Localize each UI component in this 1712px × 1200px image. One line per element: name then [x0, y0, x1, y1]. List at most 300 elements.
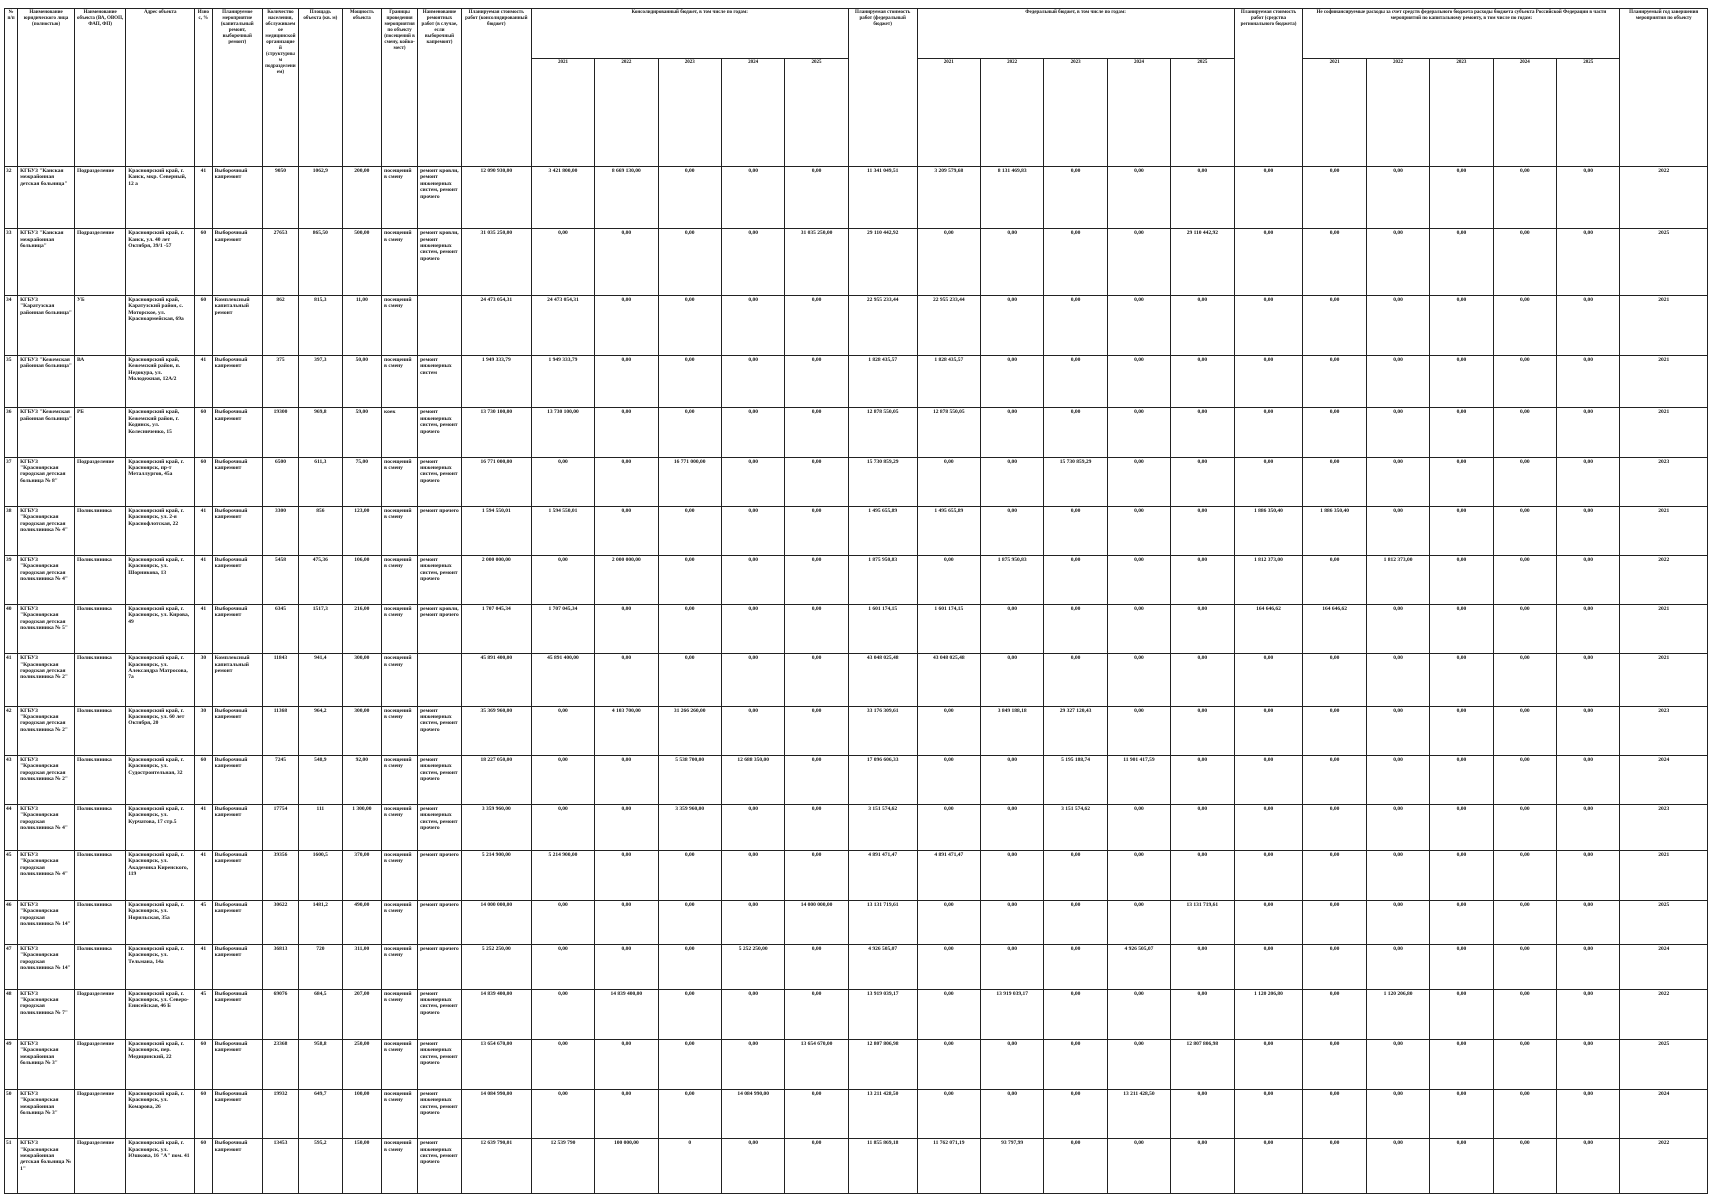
non-cofinanced-year-cell: 0,00: [1366, 850, 1429, 900]
header-capacity: Мощность объекта: [342, 9, 381, 167]
federal-year-cell: 0,00: [1107, 229, 1170, 296]
consolidated-year-cell: 3 421 800,00: [531, 167, 594, 229]
works-cell: ремонт инженерных систем, ремонт прочего: [418, 755, 462, 804]
consolidated-year-cell: 0,00: [658, 850, 721, 900]
row-number: 46: [5, 901, 18, 945]
table-row: [5, 295, 1708, 355]
federal-year-cell: 0,00: [1107, 850, 1170, 900]
non-cofinanced-year-cell: 0,00: [1366, 295, 1429, 355]
address-cell: Красноярский край, г. Красноярск, ул. Комарова, 26: [126, 1090, 195, 1139]
consolidated-year-cell: 0,00: [785, 1090, 848, 1139]
federal-year-cell: 0,00: [1044, 944, 1107, 989]
wear-cell: 30: [195, 654, 212, 706]
people-cell: 6345: [262, 605, 298, 654]
header-year-fed-2024: 2024: [1107, 59, 1170, 167]
non-cofinanced-year-cell: 0,00: [1303, 457, 1366, 506]
consolidated-year-cell: 16 771 000,00: [658, 457, 721, 506]
federal-year-cell: 0,00: [980, 1039, 1043, 1089]
non-cofinanced-year-cell: 0,00: [1493, 408, 1556, 457]
federal-year-cell: 0,00: [917, 1039, 980, 1089]
header-fed-cost: Планируемая стоимость работ (федеральный бюджет): [848, 9, 917, 167]
wear-cell: 30: [195, 706, 212, 755]
non-cofinanced-year-cell: 0,00: [1430, 944, 1493, 989]
federal-year-cell: 0,00: [1044, 295, 1107, 355]
kind-cell: Выборочный капремонт: [212, 555, 262, 604]
row-number: 43: [5, 755, 18, 804]
consolidated-year-cell: 14 084 990,00: [721, 1090, 784, 1139]
federal-year-cell: 0,00: [1044, 850, 1107, 900]
consolidated-year-cell: 0,00: [595, 295, 658, 355]
area-cell: 684,5: [298, 989, 342, 1039]
capacity-cell: 92,00: [342, 755, 381, 804]
legal-name-cell: КГБУЗ "Красноярская межрайонная больница № 3": [18, 1090, 75, 1139]
kind-cell: Выборочный капремонт: [212, 804, 262, 850]
non-cofinanced-year-cell: 0,00: [1303, 654, 1366, 706]
non-cofinanced-year-cell: 0,00: [1366, 1039, 1429, 1089]
consolidated-year-cell: 0,00: [721, 850, 784, 900]
federal-year-cell: 0,00: [980, 295, 1043, 355]
consolidated-year-cell: 0,00: [721, 804, 784, 850]
non-cofinanced-year-cell: 0,00: [1430, 1039, 1493, 1089]
wear-cell: 41: [195, 555, 212, 604]
legal-name-cell: КГБУЗ "Красноярская городская поликлиника № 4": [18, 850, 75, 900]
header-year-nf-2025: 2025: [1556, 59, 1619, 167]
capacity-cell: 59,00: [342, 408, 381, 457]
works-cell: ремонт прочего: [418, 850, 462, 900]
capacity-cell: 75,00: [342, 457, 381, 506]
consolidated-year-cell: 3 359 960,00: [658, 804, 721, 850]
consolidated-year-cell: 5 538 700,00: [658, 755, 721, 804]
works-cell: ремонт инженерных систем, ремонт прочего: [418, 1039, 462, 1089]
area-cell: 1600,5: [298, 850, 342, 900]
non-cofinanced-year-cell: 0,00: [1366, 901, 1429, 945]
area-cell: 720: [298, 944, 342, 989]
completion-year-cell: 2022: [1620, 989, 1708, 1039]
completion-year-cell: 2021: [1620, 605, 1708, 654]
area-cell: 111: [298, 804, 342, 850]
cost-cell: 14 084 990,00: [461, 1090, 531, 1139]
table-row: [5, 944, 1708, 989]
regional-cost-cell: 164 646,62: [1234, 605, 1303, 654]
kind-cell: Выборочный капремонт: [212, 850, 262, 900]
federal-year-cell: 5 195 188,74: [1044, 755, 1107, 804]
consolidated-year-cell: 0,00: [595, 605, 658, 654]
row-number: 32: [5, 167, 18, 229]
consolidated-year-cell: 0,00: [531, 1039, 594, 1089]
area-cell: 969,8: [298, 408, 342, 457]
area-cell: 595,2: [298, 1139, 342, 1194]
federal-year-cell: 13 211 428,50: [1107, 1090, 1170, 1139]
header-area: Площадь объекта (кв. м): [298, 9, 342, 167]
wear-cell: 60: [195, 408, 212, 457]
header-year-fed-2021: 2021: [917, 59, 980, 167]
header-kind: Планируемое мероприятие (капитальный ремонт, выборочный ремонт): [212, 9, 262, 167]
consolidated-year-cell: 0,00: [658, 355, 721, 407]
non-cofinanced-year-cell: 1 120 206,80: [1366, 989, 1429, 1039]
object-cell: Поликлиника: [74, 804, 125, 850]
federal-year-cell: 0,00: [1171, 605, 1234, 654]
completion-year-cell: 2025: [1620, 1039, 1708, 1089]
non-cofinanced-year-cell: 0,00: [1303, 1039, 1366, 1089]
non-cofinanced-year-cell: 0,00: [1493, 804, 1556, 850]
people-cell: 13453: [262, 1139, 298, 1194]
federal-year-cell: 0,00: [1044, 1039, 1107, 1089]
non-cofinanced-year-cell: 0,00: [1493, 355, 1556, 407]
limits-cell: посещений в смену: [382, 944, 418, 989]
object-cell: Поликлиника: [74, 555, 125, 604]
people-cell: 6500: [262, 457, 298, 506]
non-cofinanced-year-cell: 0,00: [1430, 605, 1493, 654]
legal-name-cell: КГБУЗ "Кежемская районная больница": [18, 355, 75, 407]
cost-cell: 1 949 333,79: [461, 355, 531, 407]
address-cell: Красноярский край, г. Красноярск, ул. Юшкова, 16 "А" пом. 41: [126, 1139, 195, 1194]
works-cell: ремонт инженерных систем, ремонт прочего: [418, 1139, 462, 1194]
federal-year-cell: 12 807 806,98: [1171, 1039, 1234, 1089]
object-cell: ВА: [74, 355, 125, 407]
address-cell: Красноярский край, г. Канск, мкр. Северный, 12 а: [126, 167, 195, 229]
people-cell: 9050: [262, 167, 298, 229]
federal-year-cell: 0,00: [1107, 355, 1170, 407]
row-number: 38: [5, 506, 18, 555]
kind-cell: Комплексный капитальный ремонт: [212, 654, 262, 706]
federal-year-cell: 29 327 120,43: [1044, 706, 1107, 755]
table-row: [5, 706, 1708, 755]
regional-cost-cell: 0,00: [1234, 804, 1303, 850]
non-cofinanced-year-cell: 0,00: [1430, 989, 1493, 1039]
kind-cell: Выборочный капремонт: [212, 506, 262, 555]
legal-name-cell: КГБУЗ "Красноярская межрайонная детская больница № 1": [18, 1139, 75, 1194]
consolidated-year-cell: 0,00: [595, 355, 658, 407]
table-row: [5, 804, 1708, 850]
address-cell: Красноярский край, г. Красноярск, ул. Курчатова, 17 стр.5: [126, 804, 195, 850]
cost-cell: 12 090 930,00: [461, 167, 531, 229]
row-number: 42: [5, 706, 18, 755]
non-cofinanced-year-cell: 0,00: [1303, 229, 1366, 296]
header-year-fed-2023: 2023: [1044, 59, 1107, 167]
cost-cell: 1 594 550,01: [461, 506, 531, 555]
area-cell: 475,36: [298, 555, 342, 604]
completion-year-cell: 2021: [1620, 506, 1708, 555]
kind-cell: Выборочный капремонт: [212, 167, 262, 229]
non-cofinanced-year-cell: 0,00: [1430, 804, 1493, 850]
consolidated-year-cell: 12 688 350,00: [721, 755, 784, 804]
federal-year-cell: 1 875 950,83: [980, 555, 1043, 604]
non-cofinanced-year-cell: 0,00: [1556, 295, 1619, 355]
wear-cell: 60: [195, 1139, 212, 1194]
row-number: 45: [5, 850, 18, 900]
non-cofinanced-year-cell: 0,00: [1303, 989, 1366, 1039]
non-cofinanced-year-cell: 0,00: [1493, 989, 1556, 1039]
federal-year-cell: 0,00: [1044, 506, 1107, 555]
federal-year-cell: 0,00: [1044, 989, 1107, 1039]
wear-cell: 60: [195, 1090, 212, 1139]
federal-year-cell: 0,00: [1171, 167, 1234, 229]
row-number: 33: [5, 229, 18, 296]
federal-year-cell: 0,00: [1171, 1139, 1234, 1194]
fed-cost-cell: 1 601 174,15: [848, 605, 917, 654]
table-row: [5, 1139, 1708, 1194]
federal-year-cell: 0,00: [1107, 408, 1170, 457]
kind-cell: Выборочный капремонт: [212, 989, 262, 1039]
object-cell: Подразделение: [74, 1090, 125, 1139]
consolidated-year-cell: 2 000 000,00: [595, 555, 658, 604]
federal-year-cell: 0,00: [980, 755, 1043, 804]
federal-year-cell: 0,00: [1107, 605, 1170, 654]
non-cofinanced-year-cell: 0,00: [1366, 1090, 1429, 1139]
federal-year-cell: 0,00: [1171, 408, 1234, 457]
kind-cell: Выборочный капремонт: [212, 755, 262, 804]
non-cofinanced-year-cell: 0,00: [1303, 167, 1366, 229]
limits-cell: посещений в смену: [382, 167, 418, 229]
federal-year-cell: 8 131 469,83: [980, 167, 1043, 229]
row-number: 37: [5, 457, 18, 506]
consolidated-year-cell: 0,00: [531, 944, 594, 989]
regional-cost-cell: 1 812 373,00: [1234, 555, 1303, 604]
works-cell: ремонт прочего: [418, 506, 462, 555]
completion-year-cell: 2023: [1620, 706, 1708, 755]
wear-cell: 60: [195, 229, 212, 296]
non-cofinanced-year-cell: 0,00: [1303, 408, 1366, 457]
non-cofinanced-year-cell: 0,00: [1303, 355, 1366, 407]
federal-year-cell: 0,00: [1171, 850, 1234, 900]
consolidated-year-cell: 0,00: [721, 989, 784, 1039]
non-cofinanced-year-cell: 0,00: [1493, 654, 1556, 706]
wear-cell: 41: [195, 850, 212, 900]
completion-year-cell: 2025: [1620, 229, 1708, 296]
object-cell: Подразделение: [74, 167, 125, 229]
kind-cell: Выборочный капремонт: [212, 1039, 262, 1089]
federal-year-cell: 3 151 574,62: [1044, 804, 1107, 850]
header-year-cons-2025: 2025: [785, 59, 848, 167]
federal-year-cell: 11 762 071,19: [917, 1139, 980, 1194]
address-cell: Красноярский край, г. Красноярск, ул. Судостроительная, 32: [126, 755, 195, 804]
legal-name-cell: КГБУЗ "Канская межрайонная больница": [18, 229, 75, 296]
non-cofinanced-year-cell: 0,00: [1556, 506, 1619, 555]
cost-cell: 2 000 000,00: [461, 555, 531, 604]
completion-year-cell: 2022: [1620, 1139, 1708, 1194]
kind-cell: Выборочный капремонт: [212, 1090, 262, 1139]
completion-year-cell: 2022: [1620, 167, 1708, 229]
non-cofinanced-year-cell: 0,00: [1556, 229, 1619, 296]
consolidated-year-cell: 0,00: [785, 1139, 848, 1194]
non-cofinanced-year-cell: 0,00: [1556, 167, 1619, 229]
wear-cell: 45: [195, 901, 212, 945]
area-cell: 1517,3: [298, 605, 342, 654]
object-cell: Подразделение: [74, 1039, 125, 1089]
object-cell: Поликлиника: [74, 506, 125, 555]
regional-cost-cell: 1 886 350,40: [1234, 506, 1303, 555]
federal-year-cell: 0,00: [1044, 1090, 1107, 1139]
federal-year-cell: 93 797,99: [980, 1139, 1043, 1194]
regional-cost-cell: 0,00: [1234, 457, 1303, 506]
limits-cell: посещений в смену: [382, 295, 418, 355]
address-cell: Красноярский край, г. Красноярск, ул. Академика Киренского, 119: [126, 850, 195, 900]
non-cofinanced-year-cell: 0,00: [1430, 901, 1493, 945]
cost-cell: 1 707 045,34: [461, 605, 531, 654]
address-cell: Красноярский край, Кежемский район, г. Кодинск, ул. Колесниченко, 15: [126, 408, 195, 457]
header-year-cons-2022: 2022: [595, 59, 658, 167]
federal-year-cell: 4 926 505,07: [1107, 944, 1170, 989]
non-cofinanced-year-cell: 0,00: [1493, 1139, 1556, 1194]
consolidated-year-cell: 0,00: [595, 944, 658, 989]
regional-cost-cell: 0,00: [1234, 1139, 1303, 1194]
consolidated-year-cell: 0: [658, 1139, 721, 1194]
non-cofinanced-year-cell: 0,00: [1430, 295, 1493, 355]
table-row: [5, 901, 1708, 945]
capacity-cell: 250,00: [342, 1039, 381, 1089]
federal-year-cell: 0,00: [1171, 654, 1234, 706]
non-cofinanced-year-cell: 0,00: [1430, 167, 1493, 229]
table-row: [5, 457, 1708, 506]
consolidated-year-cell: 0,00: [721, 355, 784, 407]
legal-name-cell: КГБУЗ "Красноярская городская детская поликлиника № 4": [18, 555, 75, 604]
limits-cell: посещений в смену: [382, 555, 418, 604]
people-cell: 17754: [262, 804, 298, 850]
consolidated-year-cell: 4 103 700,00: [595, 706, 658, 755]
consolidated-year-cell: 0,00: [531, 457, 594, 506]
federal-year-cell: 0,00: [1044, 408, 1107, 457]
non-cofinanced-year-cell: 0,00: [1366, 654, 1429, 706]
federal-year-cell: 13 919 039,17: [980, 989, 1043, 1039]
row-number: 49: [5, 1039, 18, 1089]
header-year-cons-2021: 2021: [531, 59, 594, 167]
federal-year-cell: 0,00: [980, 1090, 1043, 1139]
cost-cell: 13 654 670,00: [461, 1039, 531, 1089]
header-object-name: Наименование объекта (ВА, ОВОП, ФАП, ФП): [74, 9, 125, 167]
non-cofinanced-year-cell: 0,00: [1493, 1039, 1556, 1089]
non-cofinanced-year-cell: 0,00: [1493, 1090, 1556, 1139]
consolidated-year-cell: 0,00: [531, 901, 594, 945]
address-cell: Красноярский край, г. Красноярск, ул. 60 лет Октября, 20: [126, 706, 195, 755]
object-cell: Подразделение: [74, 989, 125, 1039]
non-cofinanced-year-cell: 0,00: [1556, 706, 1619, 755]
table-row: [5, 408, 1708, 457]
header-completion-year: Планируемый год завершения мероприятия по объекту: [1620, 9, 1708, 167]
consolidated-year-cell: 0,00: [595, 654, 658, 706]
legal-name-cell: КГБУЗ "Красноярская городская поликлиника № 4": [18, 804, 75, 850]
people-cell: 39356: [262, 850, 298, 900]
federal-year-cell: 4 891 471,47: [917, 850, 980, 900]
header-limits: Границы проведения мероприятия по объекту (посещений в смену, койко-мест): [382, 9, 418, 167]
people-cell: 862: [262, 295, 298, 355]
object-cell: Поликлиника: [74, 944, 125, 989]
wear-cell: 41: [195, 804, 212, 850]
object-cell: Поликлиника: [74, 654, 125, 706]
federal-year-cell: 0,00: [1044, 229, 1107, 296]
non-cofinanced-year-cell: 0,00: [1430, 850, 1493, 900]
works-cell: ремонт инженерных систем, ремонт прочего: [418, 804, 462, 850]
area-cell: 865,50: [298, 229, 342, 296]
non-cofinanced-year-cell: 0,00: [1430, 1090, 1493, 1139]
non-cofinanced-year-cell: 0,00: [1493, 706, 1556, 755]
non-cofinanced-year-cell: 0,00: [1430, 506, 1493, 555]
consolidated-year-cell: 0,00: [785, 706, 848, 755]
header-year-nf-2023: 2023: [1430, 59, 1493, 167]
federal-year-cell: 3 209 579,68: [917, 167, 980, 229]
federal-year-cell: 0,00: [1044, 605, 1107, 654]
completion-year-cell: 2024: [1620, 1090, 1708, 1139]
cost-cell: 13 730 100,00: [461, 408, 531, 457]
regional-cost-cell: 0,00: [1234, 654, 1303, 706]
consolidated-year-cell: 24 473 054,31: [531, 295, 594, 355]
table-row: [5, 229, 1708, 296]
fed-cost-cell: 43 048 025,48: [848, 654, 917, 706]
fed-cost-cell: 1 828 435,57: [848, 355, 917, 407]
table-row: [5, 167, 1708, 229]
works-cell: ремонт кровли, ремонт инженерных систем, ремонт прочего: [418, 229, 462, 296]
address-cell: Красноярский край, г. Красноярск, ул. Тельмана, 14а: [126, 944, 195, 989]
non-cofinanced-year-cell: 0,00: [1556, 555, 1619, 604]
area-cell: 815,3: [298, 295, 342, 355]
fed-cost-cell: 12 807 806,98: [848, 1039, 917, 1089]
area-cell: 548,9: [298, 755, 342, 804]
capacity-cell: 150,00: [342, 1139, 381, 1194]
legal-name-cell: КГБУЗ "Кежемская районная больница": [18, 408, 75, 457]
non-cofinanced-year-cell: 0,00: [1366, 944, 1429, 989]
area-cell: 964,2: [298, 706, 342, 755]
fed-cost-cell: 13 211 428,50: [848, 1090, 917, 1139]
non-cofinanced-year-cell: 0,00: [1430, 706, 1493, 755]
non-cofinanced-year-cell: 0,00: [1556, 457, 1619, 506]
non-cofinanced-year-cell: 0,00: [1430, 355, 1493, 407]
federal-year-cell: 0,00: [1044, 654, 1107, 706]
non-cofinanced-year-cell: 0,00: [1556, 944, 1619, 989]
non-cofinanced-year-cell: 0,00: [1556, 1139, 1619, 1194]
federal-year-cell: 0,00: [1171, 804, 1234, 850]
capacity-cell: 11,00: [342, 295, 381, 355]
non-cofinanced-year-cell: 0,00: [1430, 457, 1493, 506]
legal-name-cell: КГБУЗ "Красноярская городская поликлиника № 14": [18, 901, 75, 945]
consolidated-year-cell: 100 000,00: [595, 1139, 658, 1194]
federal-year-cell: 0,00: [980, 654, 1043, 706]
header-year-cons-2024: 2024: [721, 59, 784, 167]
fed-cost-cell: 1 875 950,83: [848, 555, 917, 604]
completion-year-cell: 2021: [1620, 654, 1708, 706]
consolidated-year-cell: 0,00: [721, 295, 784, 355]
limits-cell: посещений в смену: [382, 605, 418, 654]
header-non-cofinanced: Не софинансируемые расходы за счет средств федерального бюджета расходы бюджета субъекта Российской Федерации в части мероприятий по капитальному ремонту, в том числе по годам:: [1303, 9, 1620, 59]
federal-year-cell: 0,00: [917, 706, 980, 755]
header-regional-cost: Планируемая стоимость работ (средства регионального бюджета): [1234, 9, 1303, 167]
completion-year-cell: 2021: [1620, 355, 1708, 407]
table-row: [5, 654, 1708, 706]
consolidated-year-cell: 31 266 260,00: [658, 706, 721, 755]
cost-cell: 45 891 400,00: [461, 654, 531, 706]
works-cell: ремонт инженерных систем, ремонт прочего: [418, 457, 462, 506]
header-year-fed-2022: 2022: [980, 59, 1043, 167]
federal-year-cell: 0,00: [1107, 167, 1170, 229]
consolidated-year-cell: 0,00: [595, 1090, 658, 1139]
federal-year-cell: 0,00: [980, 355, 1043, 407]
completion-year-cell: 2021: [1620, 850, 1708, 900]
capacity-cell: 50,00: [342, 355, 381, 407]
capacity-cell: 123,00: [342, 506, 381, 555]
header-legal-name: Наименование юридического лица (полностью): [18, 9, 75, 167]
header-year-fed-2025: 2025: [1171, 59, 1234, 167]
federal-year-cell: 0,00: [917, 804, 980, 850]
cost-cell: 5 252 250,00: [461, 944, 531, 989]
federal-year-cell: 0,00: [980, 605, 1043, 654]
header-year-nf-2024: 2024: [1493, 59, 1556, 167]
object-cell: РБ: [74, 408, 125, 457]
row-number: 51: [5, 1139, 18, 1194]
federal-year-cell: 0,00: [1107, 706, 1170, 755]
area-cell: 958,8: [298, 1039, 342, 1089]
limits-cell: посещений в смену: [382, 355, 418, 407]
table-row: [5, 605, 1708, 654]
non-cofinanced-year-cell: 0,00: [1303, 295, 1366, 355]
fed-cost-cell: 22 955 233,44: [848, 295, 917, 355]
